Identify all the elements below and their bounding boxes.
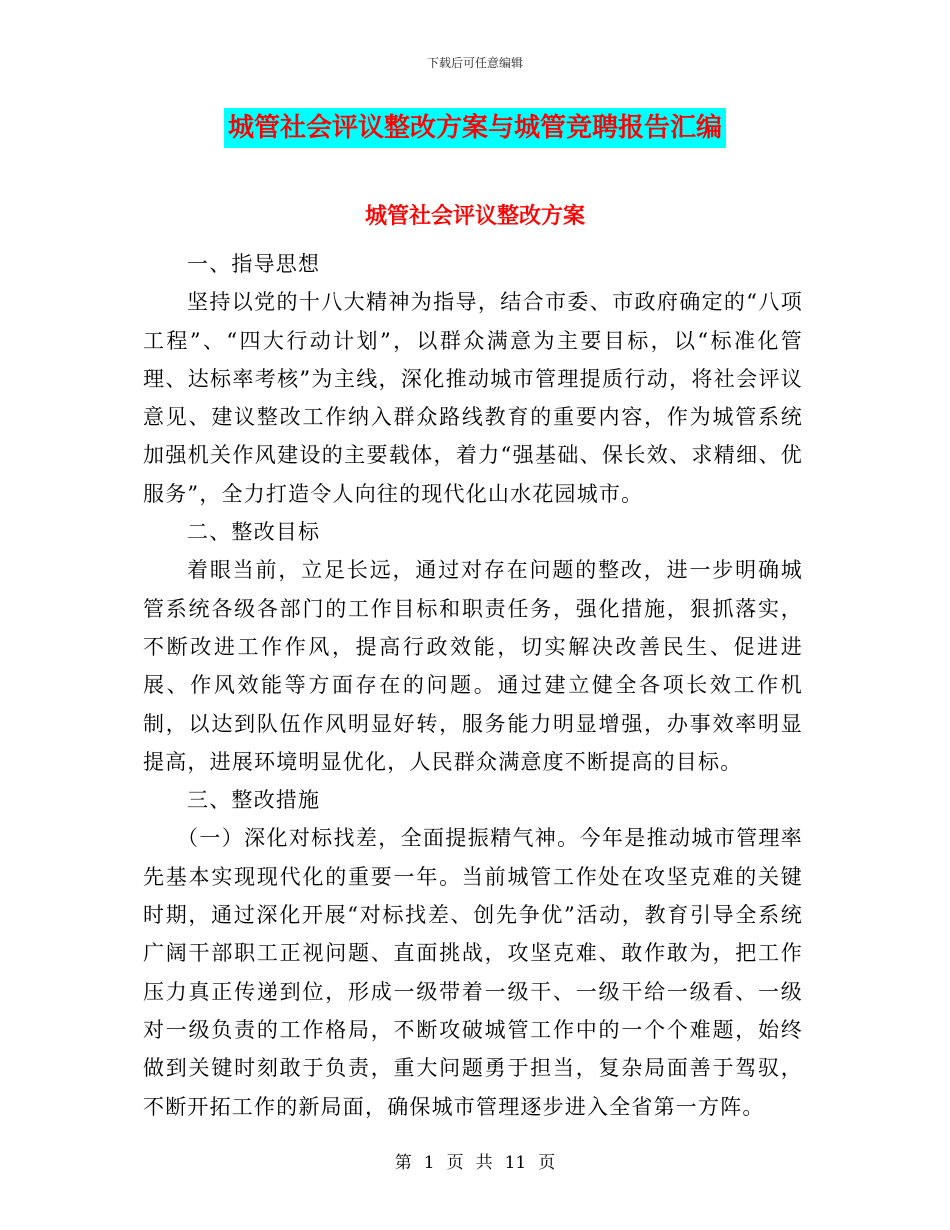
footer-page-number: 1 [423,1153,435,1173]
document-body [143,245,803,1126]
footer-total-pages: 11 [504,1153,527,1173]
section-title: 城管社会评议整改方案 [364,203,585,229]
page-footer [0,1148,950,1173]
footer-page-mid: 页 [446,1153,464,1173]
page-header-note: 下载后可任意编辑 [426,56,523,70]
paragraph-measure-one: （一）深化对标找差，全面提振精气神。今年是推动城市管理率先基本实现现代化的重要一年。当前城管工作处在攻坚克难的关键时期，通过深化开展“对标找差、创先争优”活动，教育引导全系统广阔干部职工正视问题、直面挑战，攻坚克难、敢作敢为，把工作压力真正传递到位，形成一级带着一级干、一级干给一级看、一级对一级负责的工作格局，不断攻破城管工作中的一个个难题，始终做到关键时刻敢于负责，重大问题勇于担当，复杂局面善于驾驭，不断开拓工作的新局面，确保城市管理逐步进入全省第一方阵。 [143,826,803,1119]
footer-page-prefix: 第 [394,1153,412,1173]
paragraph-rectification-goals: 着眼当前，立足长远，通过对存在问题的整改，进一步明确城管系统各级各部门的工作目标和职责任务，强化措施，狠抓落实，不断改进工作作风，提高行政效能，切实解决改善民生、促进进展、作风效能等方面存在的问题。通过建立健全各项长效工作机制，以达到队伍作风明显好转，服务能力明显增强，办事效率明显提高，进展环境明显优化，人民群众满意度不断提高的目标。 [143,558,803,774]
main-title-container [0,108,950,148]
heading-rectification-goals: 二、整改目标 [187,520,321,545]
document-main-title: 城管社会评议整改方案与城管竞聘报告汇编 [224,108,726,148]
footer-total-prefix: 共 [475,1153,493,1173]
heading-guiding-ideology: 一、指导思想 [187,252,321,276]
paragraph-guiding-ideology: 坚持以党的十八大精神为指导，结合市委、市政府确定的“八项工程”、“四大行动计划”，以群众满意为主要目标，以“标准化管理、达标率考核”为主线，深化推动城市管理提质行动，将社会评议意见、建议整改工作纳入群众路线教育的重要内容，作为城管系统加强机关作风建设的主要载体，着力“强基础、保长效、求精细、优服务”，全力打造令人向往的现代化山水花园城市。 [143,290,803,506]
heading-rectification-measures: 三、整改措施 [187,788,321,813]
footer-total-suffix: 页 [538,1153,556,1173]
